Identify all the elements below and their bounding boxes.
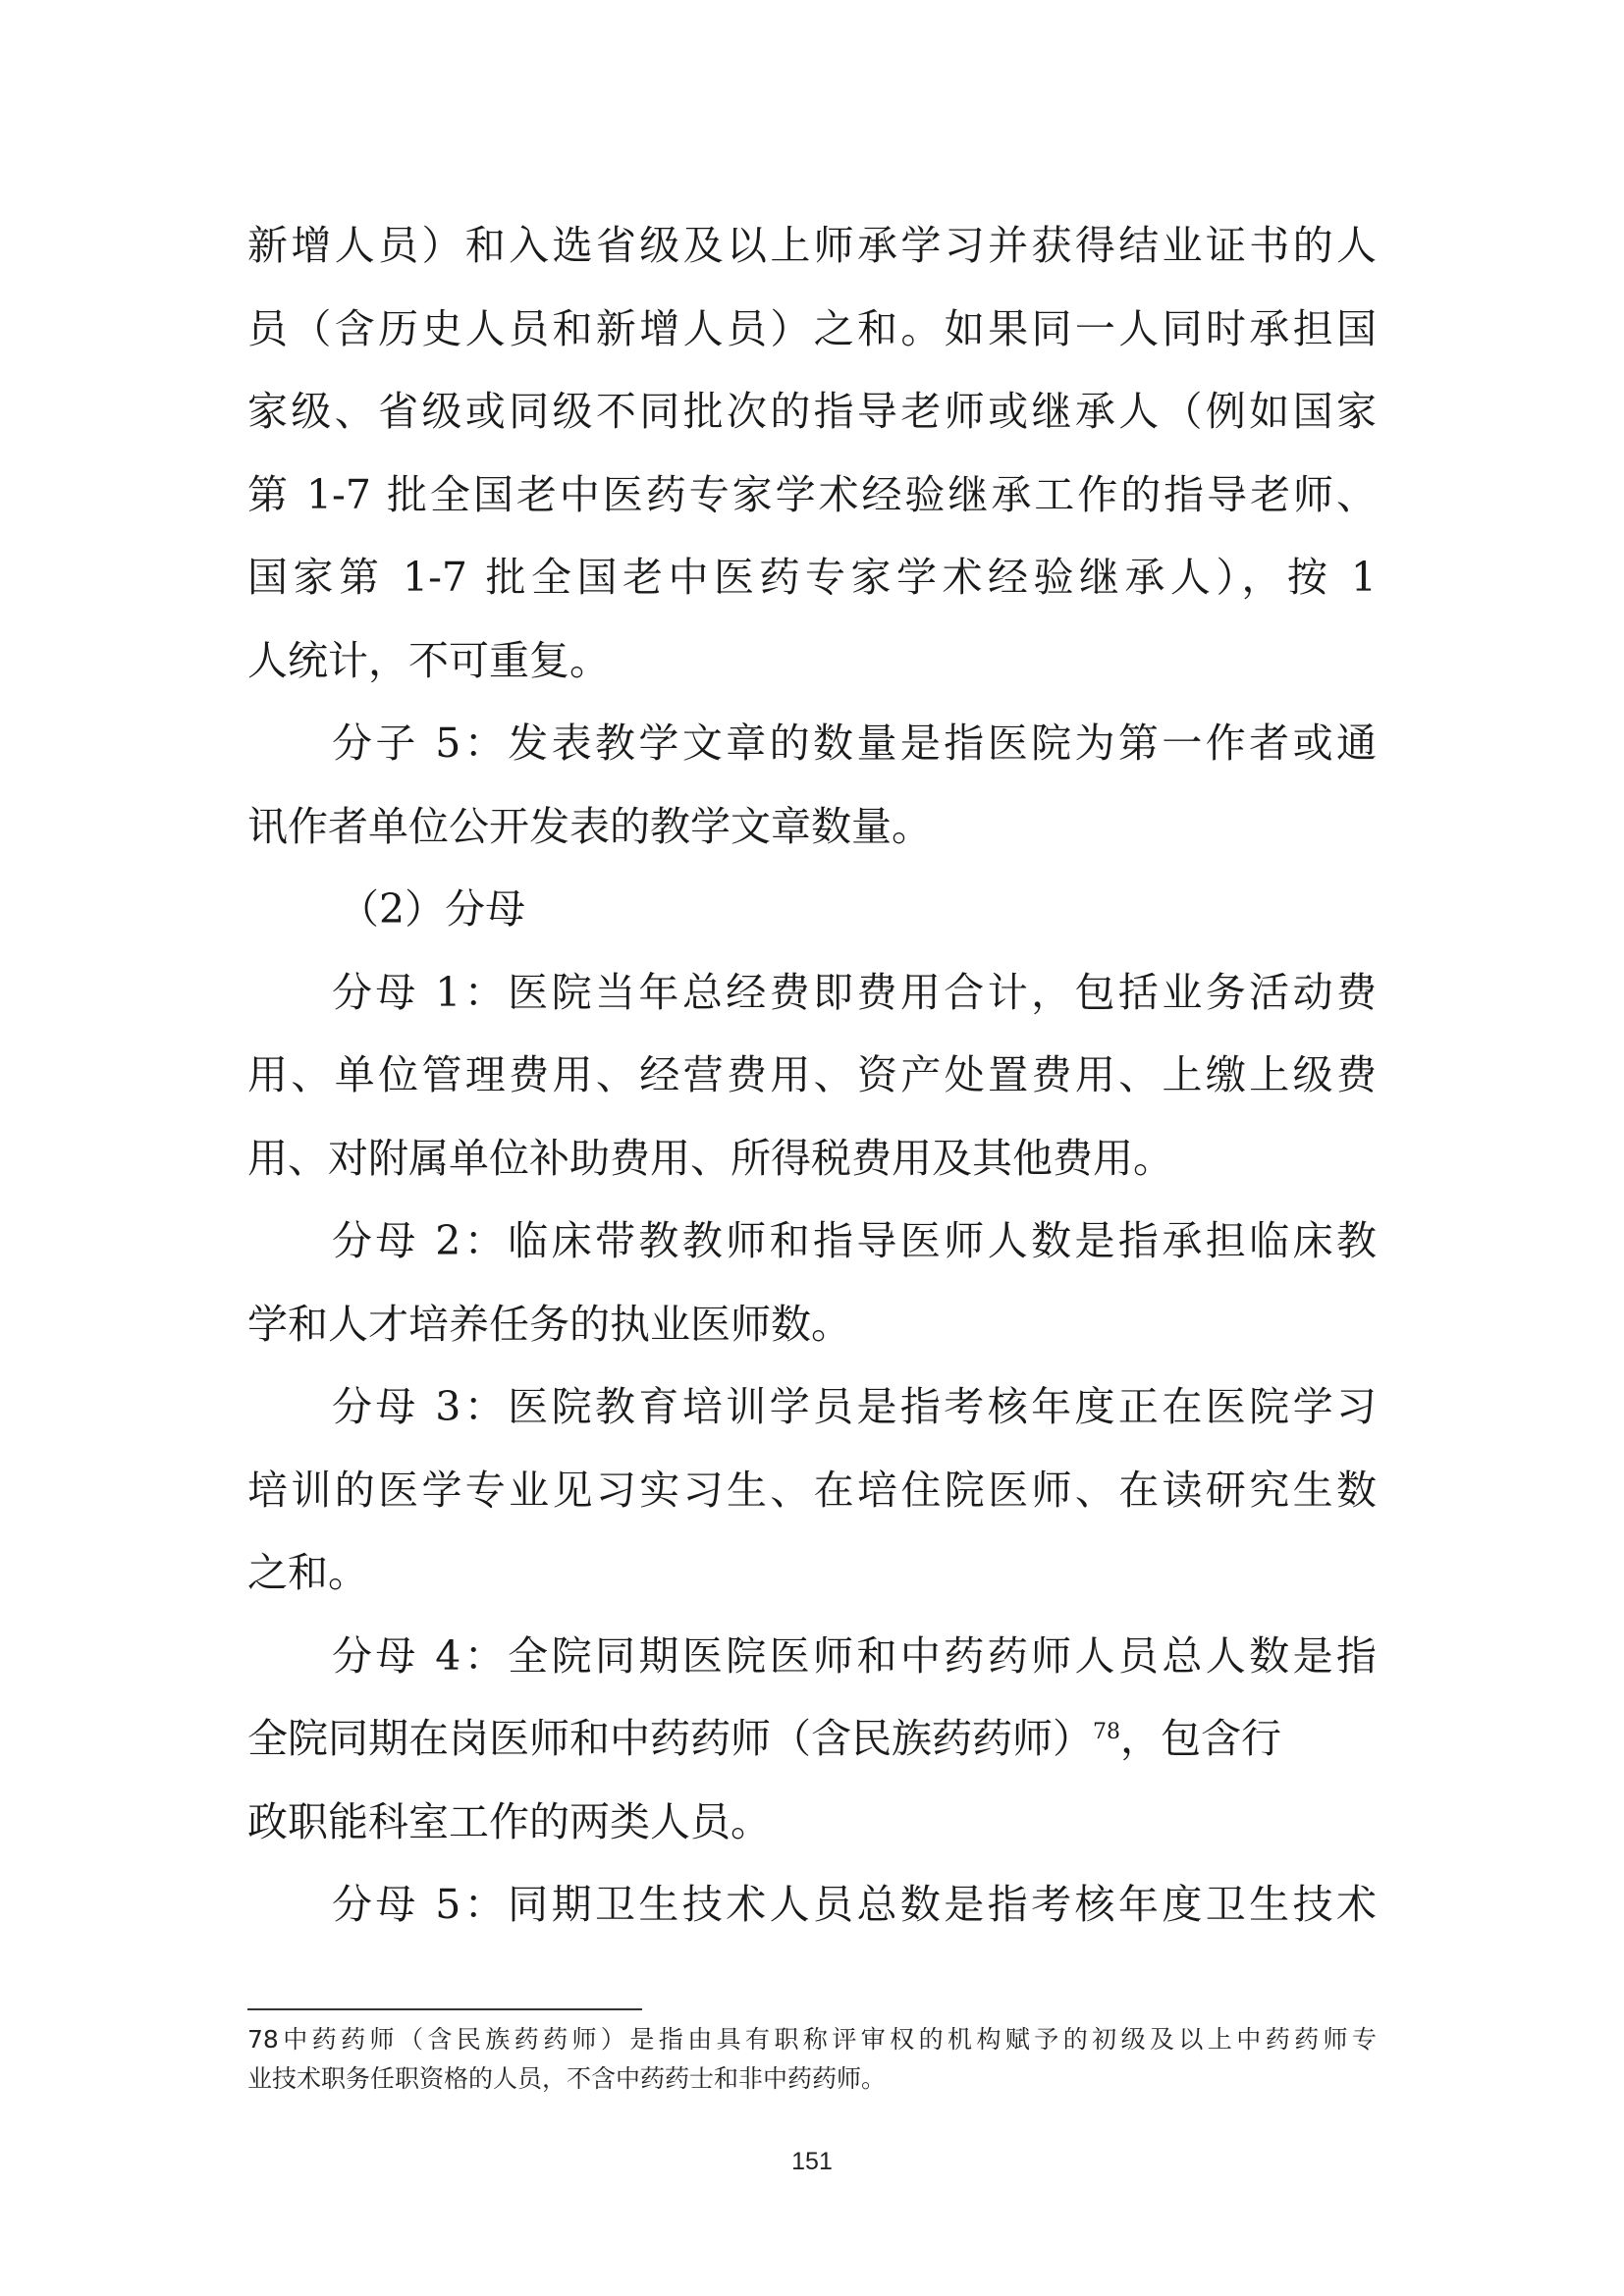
body-line-14: 学和人才培养任务的执业医师数。 bbox=[247, 1301, 851, 1348]
body-line-4: 第 1-7 批全国老中医药专家学术经验继承工作的指导老师、 bbox=[247, 471, 1377, 518]
body-line-12: 用、对附属单位补助费用、所得税费用及其他费用。 bbox=[247, 1135, 1173, 1182]
body-line-19-text: 全院同期在岗医师和中药药师（含民族药药师） bbox=[247, 1715, 1093, 1762]
footnote-reference[interactable]: 78 bbox=[1093, 1720, 1120, 1744]
body-line-15: 分母 3：医院教育培训学员是指考核年度正在医院学习 bbox=[332, 1383, 1377, 1430]
body-line-5: 国家第 1-7 批全国老中医药专家学术经验继承人），按 1 bbox=[247, 554, 1377, 601]
footnote-divider bbox=[247, 2008, 642, 2010]
body-line-18: 分母 4：全院同期医院医师和中药药师人员总人数是指 bbox=[332, 1632, 1377, 1680]
footnote-line-2: 业技术职务任职资格的人员，不含中药药士和非中药药师。 bbox=[247, 2064, 887, 2093]
body-line-20: 政职能科室工作的两类人员。 bbox=[247, 1798, 771, 1845]
body-line-6: 人统计，不可重复。 bbox=[247, 637, 610, 684]
body-line-3: 家级、省级或同级不同批次的指导老师或继承人（例如国家 bbox=[247, 388, 1377, 435]
body-line-2: 员（含历史人员和新增人员）之和。如果同一人同时承担国 bbox=[247, 305, 1377, 352]
body-line-19-tail: ，包含行 bbox=[1120, 1715, 1281, 1762]
body-line-7: 分子 5：发表教学文章的数量是指医院为第一作者或通 bbox=[332, 720, 1377, 767]
body-line-16: 培训的医学专业见习实习生、在培住院医师、在读研究生数 bbox=[247, 1467, 1377, 1514]
section-heading-denominator: （2）分母 bbox=[339, 885, 526, 933]
body-line-21: 分母 5：同期卫生技术人员总数是指考核年度卫生技术 bbox=[332, 1881, 1377, 1928]
body-line-19 bbox=[247, 1709, 1377, 1768]
body-line-10: 分母 1：医院当年总经费即费用合计，包括业务活动费 bbox=[332, 969, 1377, 1016]
body-line-17: 之和。 bbox=[247, 1549, 368, 1596]
body-line-13: 分母 2：临床带教教师和指导医师人数是指承担临床教 bbox=[332, 1217, 1377, 1264]
page-number: 151 bbox=[791, 2148, 833, 2175]
footnote-line-1: 78中药药师（含民族药药师）是指由具有职称评审权的机构赋予的初级及以上中药药师专 bbox=[247, 2025, 1377, 2054]
body-line-1: 新增人员）和入选省级及以上师承学习并获得结业证书的人 bbox=[247, 222, 1377, 269]
body-line-8: 讯作者单位公开发表的教学文章数量。 bbox=[247, 803, 932, 850]
body-line-11: 用、单位管理费用、经营费用、资产处置费用、上缴上级费 bbox=[247, 1051, 1377, 1098]
